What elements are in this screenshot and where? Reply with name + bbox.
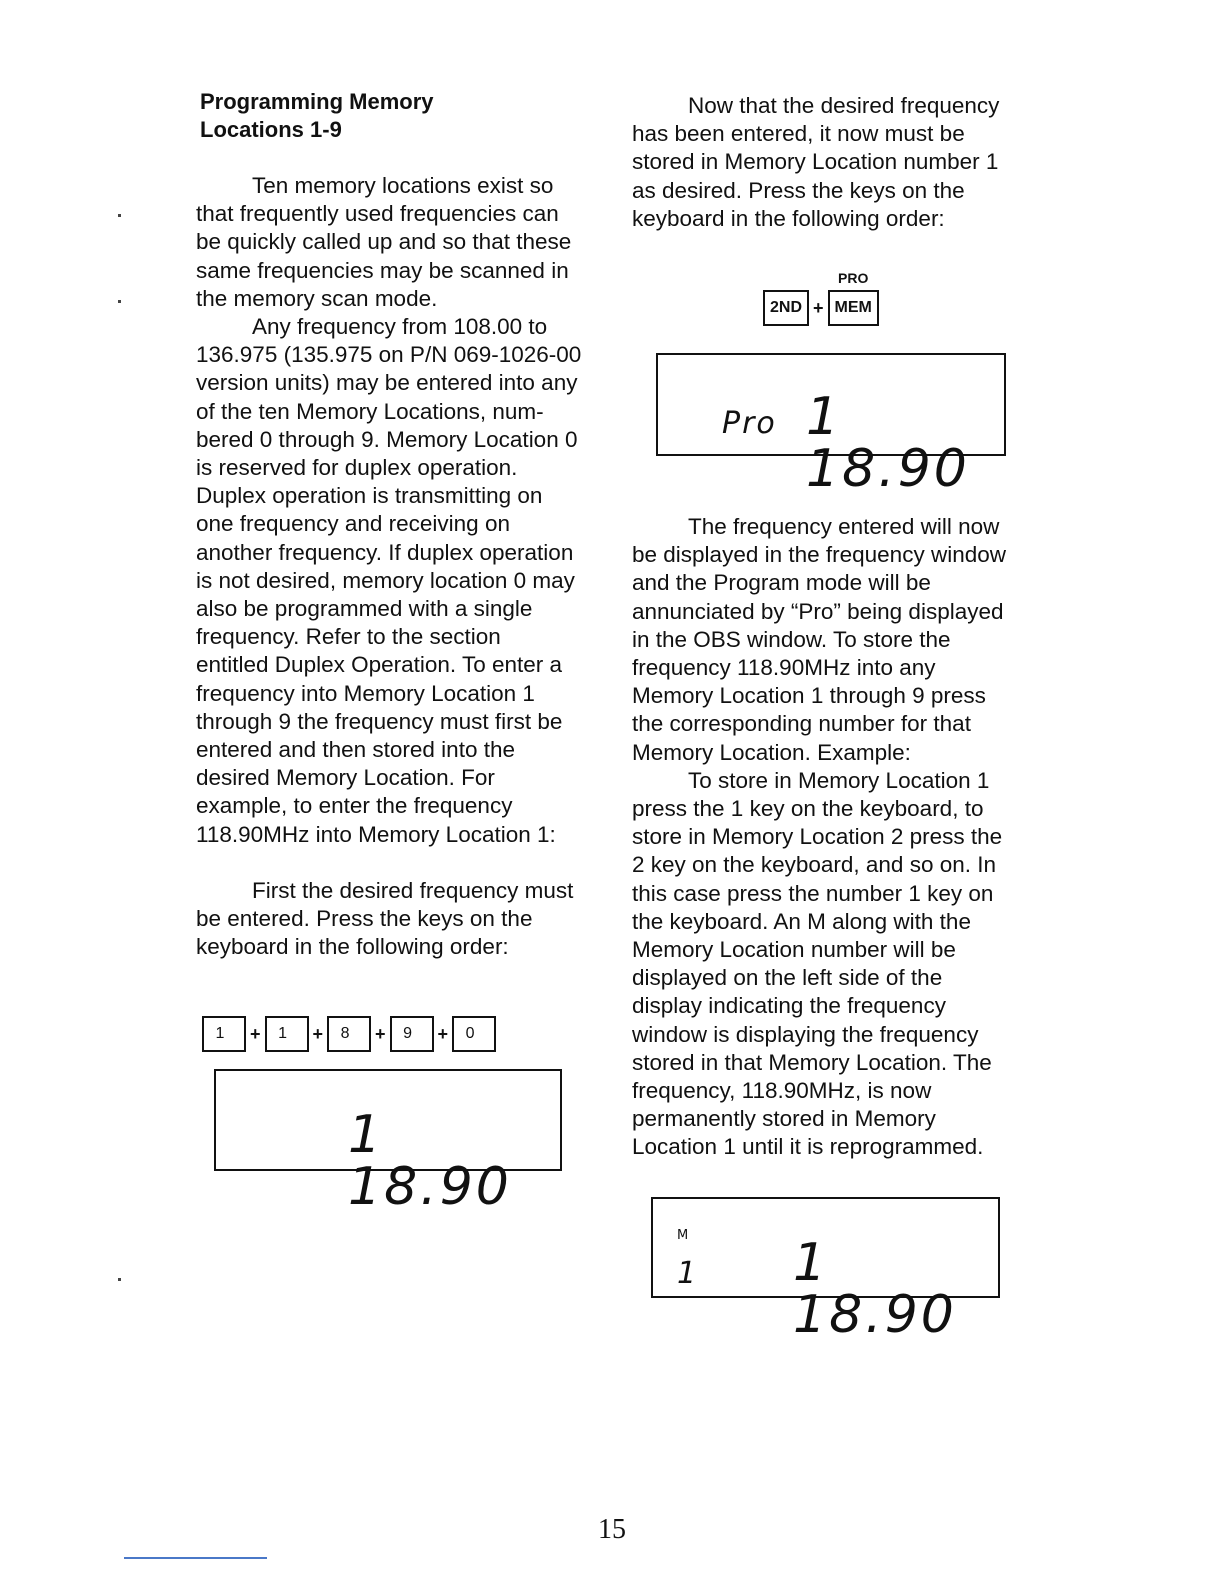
section-heading: Programming Memory Locations 1-9 — [200, 89, 434, 142]
key-1: 1 — [265, 1016, 309, 1052]
pro-label: PRO — [838, 270, 869, 286]
store-paragraph: Now that the desired frequency has been entered, it now must be stored in Memory Location number 1 as desired. Press the keys on the keyboard in the following order: — [632, 93, 1000, 231]
key-sequence-frequency — [202, 1016, 496, 1052]
enter-frequency-paragraph: First the desired frequency must be entered. Press the keys on the keyboard in the following order: — [196, 877, 574, 960]
key-sequence-program — [763, 270, 879, 326]
key-8: 8 — [327, 1016, 371, 1052]
scan-mark — [118, 214, 121, 217]
lcd-frequency: 1 18.90 — [348, 1105, 512, 1217]
right-column — [632, 92, 1027, 233]
plus-sign: + — [375, 1023, 386, 1044]
scan-mark — [118, 1278, 121, 1281]
lcd-display-program — [656, 353, 1006, 499]
key-2nd: 2ND — [763, 290, 809, 326]
store-location-paragraph: To store in Memory Location 1 press the 1 key on the keyboard, to store in Memory Location 2 press the 2 key on the keyboard, and so on. In this case press the number 1 key on the keyboard. An M along with the Memory Location number will be displayed on the left side of the display indicating the frequency window is displaying the frequency stored in that Memory Location. The frequency, 118.90MHz, is now permanently stored in Memory Location 1 until it is reprogrammed. — [632, 767, 1003, 1160]
plus-sign: + — [813, 297, 824, 318]
lcd-display-frequency — [214, 1069, 562, 1217]
plus-sign: + — [437, 1023, 449, 1044]
scan-mark — [118, 300, 121, 303]
plus-sign: + — [250, 1023, 261, 1044]
lcd-memory-indicator: M — [677, 1228, 689, 1243]
key-1: 1 — [202, 1016, 246, 1052]
intro-paragraph: Ten memory locations exist so that frequently used frequencies can be quickly called up and so that these same frequencies may be scanned in the memory scan mode. — [196, 173, 572, 311]
lcd-mode-pro: Pro — [722, 406, 777, 441]
program-mode-paragraph: The frequency entered will now be displayed in the frequency window and the Program mode will be annunciated by “Pro” being displayed in the OBS window. To store the frequency 118.90MHz into any Memory Location 1 through 9 press the corresponding number for that Memory Location. Example: — [632, 514, 1006, 765]
page-number: 15 — [598, 1514, 626, 1545]
lcd-memory-location: 1 — [677, 1256, 699, 1291]
lcd-display-memory — [651, 1197, 1000, 1345]
key-mem: MEM — [828, 290, 879, 326]
key-9: 9 — [390, 1016, 434, 1052]
key-0: 0 — [452, 1016, 496, 1052]
lcd-frequency: 1 18.90 — [806, 387, 970, 499]
key-mem-group — [828, 270, 879, 326]
footer-rule — [124, 1557, 267, 1559]
plus-sign: + — [312, 1023, 324, 1044]
lcd-frequency: 1 18.90 — [793, 1233, 957, 1345]
left-column — [196, 88, 596, 961]
frequency-range-paragraph: Any frequency from 108.00 to 136.975 (135.975 on P/N 069-1026-00 version units) may be entered into any of the ten Memory Locations, num- bered 0 through 9. Memory Location 0 is reserved for duplex operation. Duplex operation is transmitting on one frequency and receiving on another frequency. If duplex operation is not desired, memory location 0 may also be programmed with a single frequency. Refer to the section entitled Duplex Operation. To enter a frequency into Memory Location 1 through 9 the frequency must first be entered and then stored into the desired Memory Location. For example, to enter the frequency 118.90MHz into Memory Location 1: — [196, 314, 582, 847]
right-column-lower — [632, 513, 1027, 1162]
